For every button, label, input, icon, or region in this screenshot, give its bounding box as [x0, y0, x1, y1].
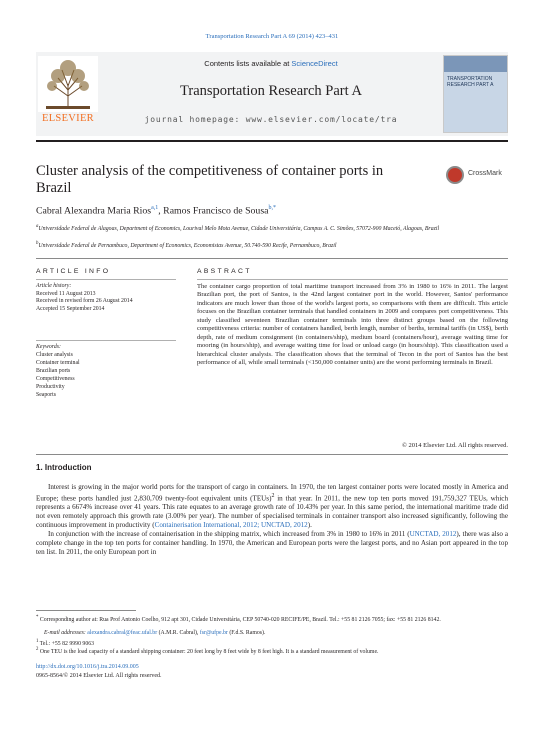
- footnote-mark: 1: [36, 639, 39, 644]
- keyword: Seaports: [36, 392, 56, 398]
- crossmark-badge[interactable]: [446, 166, 506, 190]
- affiliation-mark: b: [36, 241, 39, 246]
- paragraph-text: ).: [307, 520, 312, 529]
- keyword: Brazilian ports: [36, 368, 71, 374]
- header-divider: [36, 140, 508, 142]
- section-heading-introduction: 1. Introduction: [36, 463, 92, 472]
- crossmark-label: CrossMark: [468, 170, 502, 177]
- paragraph-text: Interest is growing in the major world ports for the transport of cargo in containers. In 1970, the ten largest container ports were located mostly in America and Europe; these ports handled just 2,830,709 twenty-foot equivalent units (TEUs): [36, 483, 508, 503]
- affiliation-mark: a: [36, 224, 39, 229]
- keyword: Container terminal: [36, 360, 80, 366]
- keywords-block: [36, 343, 176, 399]
- affiliation-text: Universidade Federal de Alagoas, Department of Economics, Lourival Melo Mota Avenue, Cidade Universitária, Campus A. C. Simões, 57072-900 Maceió, Alagoas, Brazil: [38, 225, 440, 232]
- citation-link[interactable]: Containerisation International, 2012; UNCTAD, 2012: [154, 520, 308, 529]
- keywords-label: Keywords:: [36, 344, 61, 350]
- abstract-text: The container cargo proportion of total maritime transport increased from 3% in 1980 to 16% in 2011. The largest Brazilian port, the port of Santos, is the 42nd largest container port in the world. However, Santos' performance indicators are much lower than those of the world's largest ports, so comparisons with them are difficult. This article focuses on the Brazilian container terminals that handled containers in 2009 and compares port competitiveness. This study classified seventeen Brazilian container terminals into three distinct groups based on the following competitiveness criteria: number of containers handled, berth length, number of berths, terminal tariffs (in US$), berth depth, rate of medium consignment (in containers/ship), medium board (containers/hour), average waiting time for mooring (in hours/ship), and average waiting time for load or unload cargo (in hours/ship). This classification used a hierarchical cluster analysis. The classification shows that the terminal of Tecon in the port of Santos has the best performance of all, while small terminals (<150,000 container units) are the worst performing terminals in Brazil.: [197, 283, 508, 367]
- received-date: Received 11 August 2013: [36, 290, 96, 297]
- email-owner: (F.d.S. Ramos).: [229, 630, 266, 636]
- journal-citation: Transportation Research Part A 69 (2014) 423–431: [205, 33, 339, 40]
- article-title: Cluster analysis of the competitiveness of container ports in Brazil: [36, 163, 384, 196]
- citation-link[interactable]: UNCTAD, 2012: [409, 529, 457, 538]
- email-owner: (A.M.R. Cabral),: [158, 630, 199, 636]
- issn-line: 0965-8564/© 2014 Elsevier Ltd. All rights reserved.: [36, 673, 162, 679]
- abstract-heading: ABSTRACT: [197, 268, 252, 275]
- footnote-ref[interactable]: 2: [271, 492, 275, 499]
- paragraph-text: in that year. In 2011, the new top ten ports moved 191,759,327 TEUs, which represents a 6674% increase over 41 years. This rate equates to an average growth rate of 10.43% per year. In this same period, the international maritime trade did not even remotely approach this growth rate (3.00% per year). The number of specialised terminals in container transport also increased significantly, following the continuous improvement in productivity (: [36, 494, 508, 529]
- footnote-emails: [44, 630, 516, 638]
- sciencedirect-link[interactable]: ScienceDirect: [291, 59, 338, 68]
- author-list: [36, 205, 508, 216]
- abstract-rule: [197, 279, 508, 280]
- author-marks[interactable]: b,*: [268, 205, 276, 211]
- journal-homepage[interactable]: journal homepage: www.elsevier.com/locate/tra: [144, 115, 398, 124]
- footnote-rule: [36, 610, 136, 611]
- doi-link[interactable]: http://dx.doi.org/10.1016/j.tra.2014.09.005: [36, 664, 139, 670]
- paragraph: [36, 530, 508, 557]
- revised-date: Received in revised form 26 August 2014: [36, 298, 133, 304]
- footnote-2: [36, 646, 508, 656]
- paragraph-text: In conjunction with the increase of containerisation in the shipping matrix, which increased from 3% in 1980 to 16% in 2011 (: [48, 529, 410, 538]
- accepted-date: Accepted 15 September 2014: [36, 305, 105, 312]
- affiliation-text: Universidade Federal de Pernambuco, Department of Economics, Economistas Avenue, 50.740-590 Recife, Pernambuco, Brazil: [38, 242, 337, 249]
- contents-line: [100, 59, 442, 68]
- journal-cover-image: [443, 55, 508, 133]
- section-divider: [36, 258, 508, 259]
- footnote-mark: 2: [36, 647, 39, 652]
- abstract-divider: [36, 454, 508, 455]
- footnote-corresponding: [36, 614, 508, 624]
- crossmark-icon: [446, 166, 464, 184]
- paragraph: [36, 483, 508, 530]
- footnote-text: Tel.: +55 82 9990 9063: [39, 640, 95, 647]
- journal-cover-text: TRANSPORTATION RESEARCH PART A: [447, 76, 494, 88]
- author-name[interactable]: Cabral Alexandra Maria Rios: [36, 205, 152, 217]
- introduction-body: [36, 483, 508, 557]
- footnote-mark: *: [36, 615, 39, 620]
- email-label: E-mail addresses:: [44, 630, 86, 636]
- author-name[interactable]: Ramos Francisco de Sousa: [163, 205, 269, 217]
- keyword: Competitiveness: [36, 376, 75, 382]
- keywords-rule: [36, 340, 176, 341]
- article-info-heading: ARTICLE INFO: [36, 268, 111, 275]
- email-link[interactable]: fsr@ufpe.br: [199, 630, 228, 636]
- article-info-rule: [36, 279, 176, 280]
- author-marks[interactable]: a,1: [151, 205, 159, 211]
- abstract-copyright: © 2014 Elsevier Ltd. All rights reserved.: [401, 442, 508, 449]
- footnote-text: One TEU is the load capacity of a standard shipping container: 20 feet long by 8 feet wide by 8 feet high. It is a standard measurement of volume.: [39, 648, 379, 655]
- article-history: [36, 283, 176, 313]
- affiliation-b: [36, 240, 476, 250]
- keyword: Cluster analysis: [36, 352, 73, 358]
- contents-prefix: Contents lists available at: [204, 59, 292, 68]
- paragraph-text: ), there was also a complete change in the top ten ports for container handling. In 1970, the American and European ports were the largest ports, and no Asian port appeared in the top ten list. In 2011, the only European port in: [36, 529, 508, 556]
- footnote-text: Corresponding author at: Rua Prof Antonio Coelho, 912 apt 301, Cidade Universitária, CEP 50740-020 RECIFE/PE, Brazil. Tel.: +55 81 2126 7055; fax: +55 81 2126 8142.: [39, 616, 441, 623]
- keyword: Productivity: [36, 384, 65, 390]
- journal-title: Transportation Research Part A: [180, 83, 362, 99]
- affiliation-a: [36, 223, 476, 233]
- author-separator: ,: [158, 205, 164, 217]
- email-link[interactable]: alexandra.cabral@feac.ufal.br: [87, 630, 158, 636]
- publisher-name: ELSEVIER: [42, 113, 94, 124]
- history-label: Article history:: [36, 283, 72, 289]
